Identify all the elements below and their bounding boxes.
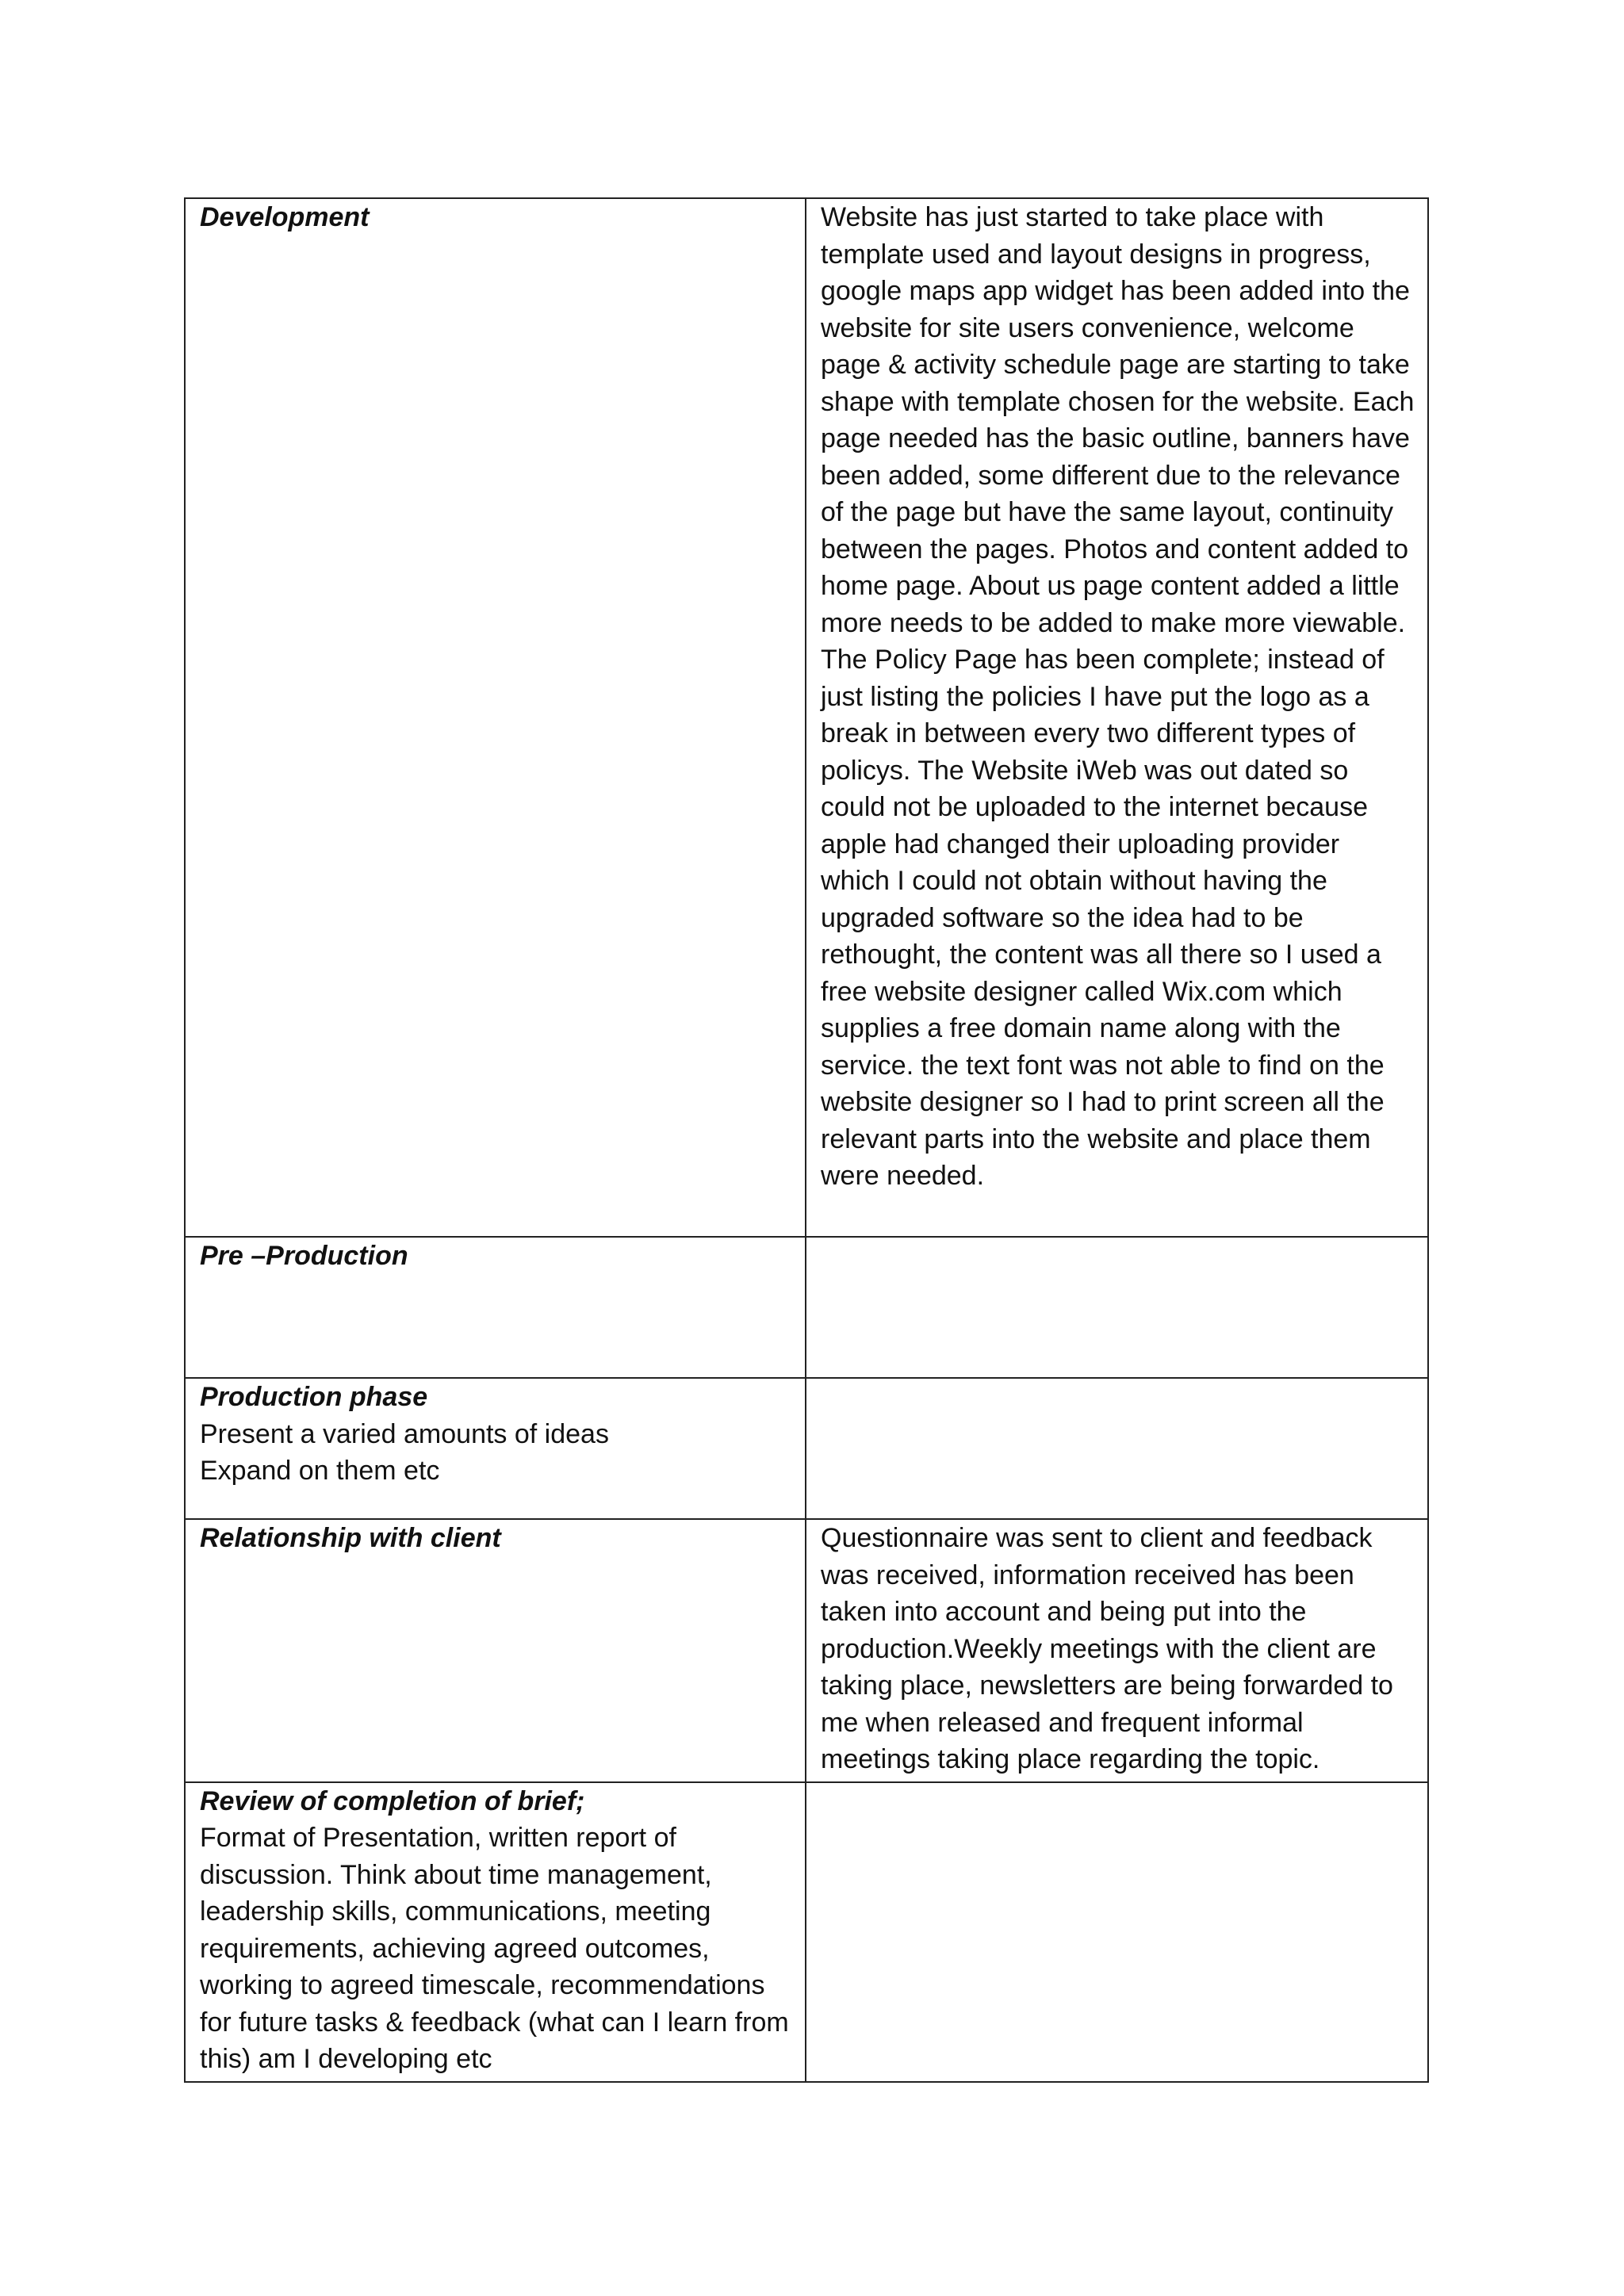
comment-cell-development xyxy=(806,198,1428,1237)
criteria-cell-production-phase xyxy=(185,1378,806,1519)
comment-cell-relationship-with-client xyxy=(806,1519,1428,1782)
comment-cell-production-phase xyxy=(806,1378,1428,1519)
criteria-cell-relationship-with-client xyxy=(185,1519,806,1782)
row-heading-pre-production: Pre –Production xyxy=(200,1241,408,1271)
table-row-development xyxy=(185,198,1428,1237)
table-row-relationship-with-client xyxy=(185,1519,1428,1782)
production-phase-line-1: Present a varied amounts of ideas xyxy=(200,1418,609,1449)
production-phase-line-2: Expand on them etc xyxy=(200,1456,440,1486)
criteria-cell-pre-production xyxy=(185,1237,806,1378)
row-heading-review-of-brief: Review of completion of brief; xyxy=(200,1785,585,1816)
table-row-pre-production xyxy=(185,1237,1428,1378)
comment-text-relationship-with-client: Questionnaire was sent to client and feedback was received, information received has been taken into account and being put into the production.Weekly meetings with the client are taking place, newsletters are being forwarded to me when released and frequent informal meetings taking place regarding the topic. xyxy=(821,1523,1393,1774)
row-heading-relationship-with-client: Relationship with client xyxy=(200,1523,501,1553)
comment-cell-pre-production xyxy=(806,1237,1428,1378)
comment-cell-review-of-brief xyxy=(806,1782,1428,2082)
row-heading-production-phase: Production phase xyxy=(200,1382,428,1412)
comment-text-development: Website has just started to take place with template used and layout designs in progress, google maps app widget has been added into the website for site users convenience, welcome page & activity schedule page are starting to take shape with template chosen for the website. Each page needed has the basic outline, banners have been added, some different due to the relevance of the page but have the same layout, continuity between the pages. Photos and content added to home page. About us page content added a little more needs to be added to make more viewable. The Policy Page has been complete; instead of just listing the policies I have put the logo as a break in between every two different types of policys. The Website iWeb was out dated so could not be uploaded to the internet because apple had changed their uploading provider which I could not obtain without having the upgraded software so the idea had to be rethought, the content was all there so I used a free website designer called Wix.com which supplies a free domain name along with the service. the text font was not able to find on the website designer so I had to print screen all the relevant parts into the website and place them were needed. xyxy=(821,202,1415,1191)
row-heading-development: Development xyxy=(200,202,370,232)
project-review-table xyxy=(184,197,1429,2083)
table-row-production-phase xyxy=(185,1378,1428,1519)
criteria-cell-review-of-brief xyxy=(185,1782,806,2082)
review-of-brief-description: Format of Presentation, written report of discussion. Think about time management, leadership skills, communications, meeting requirements, achieving agreed outcomes, working to agreed timescale, recommendations for future tasks & feedback (what can I learn from this) am I developing etc xyxy=(200,1823,789,2074)
table-row-review-of-brief xyxy=(185,1782,1428,2082)
criteria-cell-development xyxy=(185,198,806,1237)
